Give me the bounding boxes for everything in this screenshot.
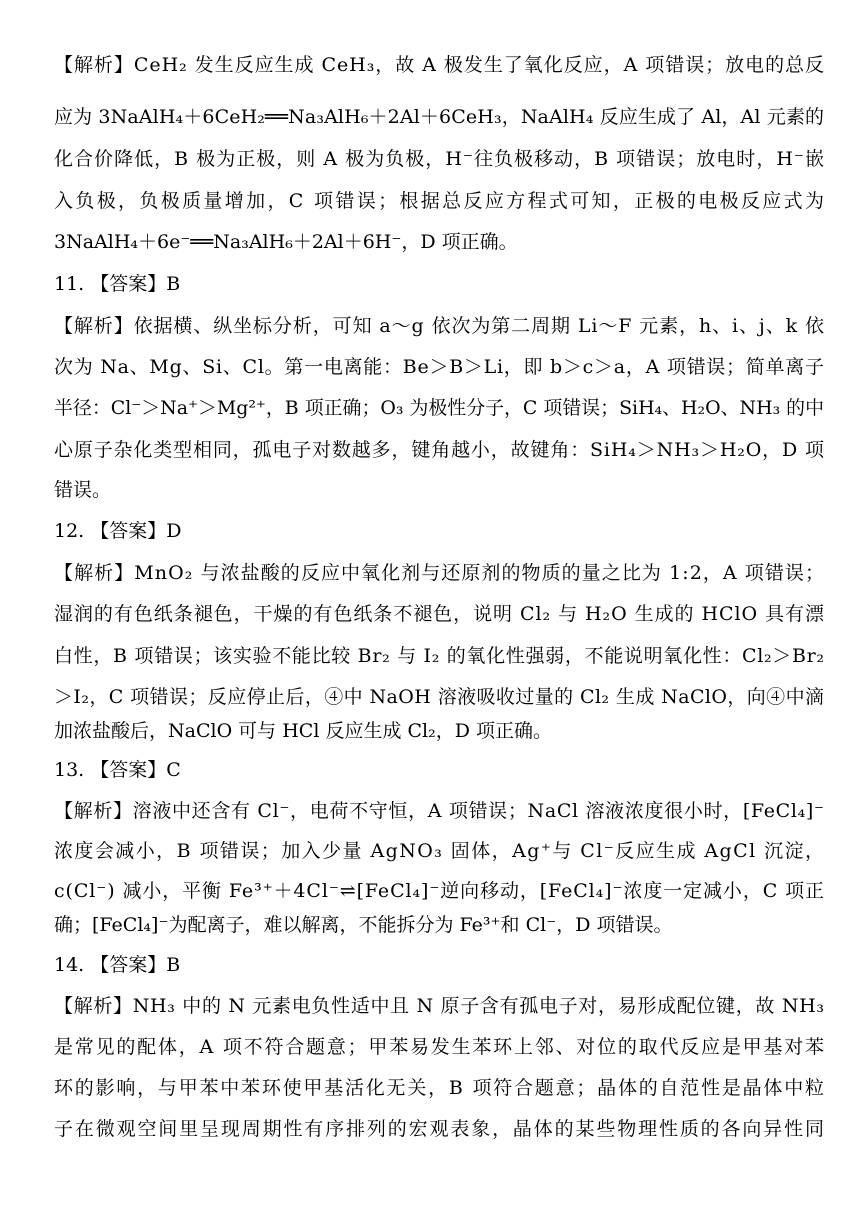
line-text: 子在微观空间里呈现周期性有序排列的宏观表象，晶体的某些物理性质的各向异性同 bbox=[54, 1118, 826, 1140]
line-text: 加浓盐酸后，NaClO 可与 HCl 反应生成 Cl₂，D 项正确。 bbox=[54, 720, 552, 742]
line-text: 【解析】MnO₂ 与浓盐酸的反应中氧化剂与还原剂的物质的量之比为 1:2，A 项错误； bbox=[54, 562, 826, 584]
text-line bbox=[54, 354, 824, 380]
text-line bbox=[54, 684, 824, 710]
text-line bbox=[54, 477, 824, 503]
line-text: ＞I₂，C 项错误；反应停止后，④中 NaOH 溶液吸收过量的 Cl₂ 生成 NaClO，向④中滴 bbox=[54, 686, 825, 708]
text-line bbox=[54, 1034, 824, 1060]
line-text: 12. 【答案】D bbox=[54, 520, 182, 542]
line-text: 浓度会减小，B 项错误；加入少量 AgNO₃ 固体，Ag⁺与 Cl⁻反应生成 AgCl 沉淀， bbox=[54, 840, 826, 862]
line-text: 湿润的有色纸条褪色，干燥的有色纸条不褪色，说明 Cl₂ 与 H₂O 生成的 HClO 具有漂 bbox=[54, 603, 825, 625]
line-text: 心原子杂化类型相同，孤电子对数越多，键角越小，故键角：SiH₄＞NH₃＞H₂O，D 项 bbox=[54, 439, 825, 461]
text-line bbox=[54, 395, 824, 421]
text-line bbox=[54, 643, 824, 669]
text-line bbox=[54, 912, 824, 938]
text-line bbox=[54, 313, 824, 339]
text-line bbox=[54, 560, 824, 586]
text-line bbox=[54, 1075, 824, 1101]
text-line bbox=[54, 146, 824, 172]
line-text: 入负极，负极质量增加，C 项错误；根据总反应方程式可知，正极的电极反应式为 bbox=[54, 190, 827, 212]
line-text: 是常见的配体，A 项不符合题意；甲苯易发生苯环上邻、对位的取代反应是甲基对苯 bbox=[54, 1036, 826, 1058]
answer-heading bbox=[54, 757, 824, 783]
line-text: 环的影响，与甲苯中苯环使甲基活化无关，B 项符合题意；晶体的自范性是晶体中粒 bbox=[54, 1077, 826, 1099]
text-line bbox=[54, 798, 824, 824]
text-line bbox=[54, 104, 824, 130]
answer-heading bbox=[54, 952, 824, 978]
text-line bbox=[54, 229, 824, 255]
line-text: 【解析】溶液中还含有 Cl⁻，电荷不守恒，A 项错误；NaCl 溶液浓度很小时，[FeCl₄]⁻ bbox=[54, 800, 825, 822]
line-text: 3NaAlH₄＋6e⁻══Na₃AlH₆＋2Al＋6H⁻，D 项正确。 bbox=[54, 231, 518, 253]
line-text: 14. 【答案】B bbox=[54, 954, 181, 976]
answer-heading bbox=[54, 518, 824, 544]
text-line bbox=[54, 1116, 824, 1142]
text-line bbox=[54, 188, 827, 214]
line-text: 11. 【答案】B bbox=[54, 273, 181, 295]
line-text: 错误。 bbox=[54, 479, 112, 501]
line-text: 应为 3NaAlH₄＋6CeH₂══Na₃AlH₆＋2Al＋6CeH₃，NaAlH₄ 反应生成了 Al，Al 元素的 bbox=[54, 106, 825, 128]
line-text: 化合价降低，B 极为正极，则 A 极为负极，H⁻往负极移动，B 项错误；放电时，H⁻嵌 bbox=[54, 148, 826, 170]
line-text: 确；[FeCl₄]⁻为配离子，难以解离，不能拆分为 Fe³⁺和 Cl⁻，D 项错误。 bbox=[54, 914, 673, 936]
line-text: c(Cl⁻) 减小，平衡 Fe³⁺＋4Cl⁻⇌[FeCl₄]⁻逆向移动，[FeCl₄]⁻浓度一定减小，C 项正 bbox=[54, 880, 825, 902]
line-text: 13. 【答案】C bbox=[54, 759, 181, 781]
answer-heading bbox=[54, 271, 824, 297]
line-text: 次为 Na、Mg、Si、Cl。第一电离能：Be＞B＞Li，即 b＞c＞a，A 项错误；简单离子 bbox=[54, 356, 825, 378]
line-text: 白性，B 项错误；该实验不能比较 Br₂ 与 I₂ 的氧化性强弱，不能说明氧化性：Cl₂＞Br₂ bbox=[54, 645, 825, 667]
text-line bbox=[54, 838, 824, 864]
line-text: 半径：Cl⁻＞Na⁺＞Mg²⁺，B 项正确；O₃ 为极性分子，C 项错误；SiH₄、H₂O、NH₃ 的中 bbox=[54, 397, 824, 419]
line-text: 【解析】依据横、纵坐标分析，可知 a～g 依次为第二周期 Li～F 元素，h、i、j、k 依 bbox=[54, 315, 825, 337]
text-line bbox=[54, 601, 824, 627]
text-line bbox=[54, 52, 824, 78]
text-line bbox=[54, 878, 824, 904]
line-text: 【解析】NH₃ 中的 N 元素电负性适中且 N 原子含有孤电子对，易形成配位键，故 NH₃ bbox=[54, 995, 825, 1017]
text-line bbox=[54, 718, 824, 744]
text-line bbox=[54, 437, 824, 463]
line-text: 【解析】CeH₂ 发生反应生成 CeH₃，故 A 极发生了氧化反应，A 项错误；放电的总反 bbox=[54, 54, 825, 76]
text-line bbox=[54, 993, 824, 1019]
